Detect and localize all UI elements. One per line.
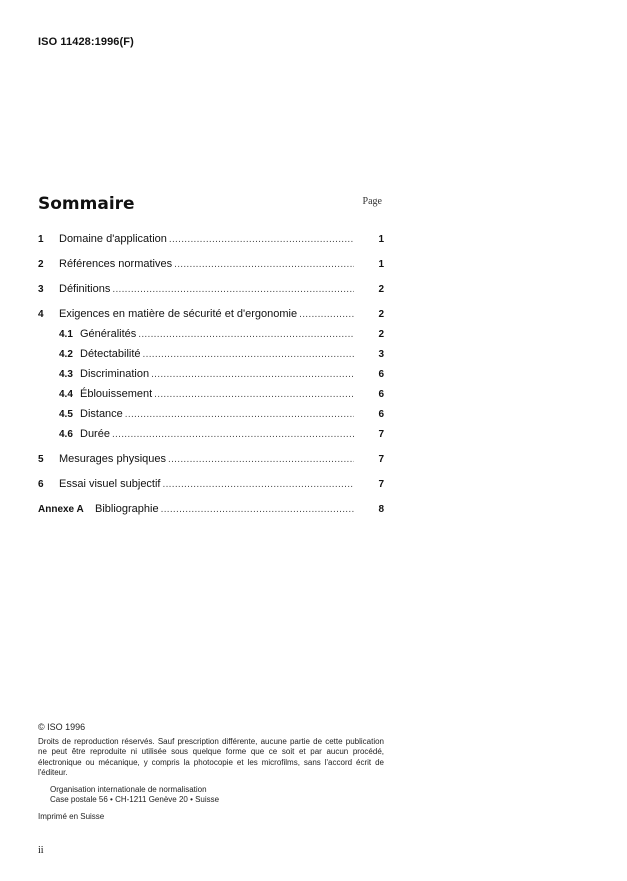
toc-title: Sommaire [38, 194, 135, 214]
copyright-notice [38, 722, 384, 822]
toc-entry-number: 3 [38, 284, 44, 295]
toc-entry-number: 4 [38, 309, 44, 320]
toc-entry-page: 7 [378, 454, 384, 465]
dot-leader [112, 282, 354, 298]
toc-entry-number: 4.4 [59, 389, 73, 400]
toc-entry-title: Détectabilité [80, 348, 141, 360]
toc-entry-number: 6 [38, 479, 44, 490]
page-number: ii [38, 845, 44, 856]
toc-entry-number: 4.6 [59, 429, 73, 440]
publisher-name: Organisation internationale de normalisation [50, 784, 207, 794]
document-code: ISO 11428:1996(F) [38, 36, 134, 48]
toc-entry-number: 4.2 [59, 349, 73, 360]
copyright-year: © ISO 1996 [38, 722, 86, 732]
toc-entry-title: Durée [80, 428, 110, 440]
toc-entry-page: 6 [378, 389, 384, 400]
toc-entry-4[interactable] [38, 306, 384, 322]
toc-entry-page: 2 [378, 284, 384, 295]
toc-entry-page: 6 [378, 369, 384, 380]
toc-entry-5[interactable] [38, 451, 384, 467]
toc-entry-title: Bibliographie [95, 503, 159, 515]
toc-entry-2[interactable] [38, 256, 384, 272]
dot-leader [299, 307, 354, 323]
toc-entry-4-3[interactable] [38, 366, 384, 382]
toc-entry-4-1[interactable] [38, 326, 384, 342]
toc-entry-title: Essai visuel subjectif [59, 478, 161, 490]
dot-leader [168, 452, 354, 468]
toc-entry-page: 1 [378, 234, 384, 245]
toc-entry-1[interactable] [38, 231, 384, 247]
toc-entry-page: 7 [378, 479, 384, 490]
dot-leader [151, 367, 354, 383]
toc-entry-page: 2 [378, 329, 384, 340]
toc-entry-number: 4.3 [59, 369, 73, 380]
dot-leader [143, 347, 354, 363]
toc-entry-number: Annexe A [38, 504, 84, 515]
copyright-body: Droits de reproduction réservés. Sauf prescription différente, aucune partie de cette publication ne peut être reproduite ni utilisée sous quelque forme que ce soit et par aucun procédé, électronique ou mécanique, y compris la photocopie et les microfilms, sans l'accord écrit de l'éditeur. [38, 736, 384, 777]
dot-leader [125, 407, 354, 423]
toc-entry-page: 1 [378, 259, 384, 270]
dot-leader [169, 232, 354, 248]
publisher-address [50, 785, 384, 806]
dot-leader [174, 257, 354, 273]
dot-leader [112, 427, 354, 443]
dot-leader [161, 502, 354, 518]
toc-entry-6[interactable] [38, 476, 384, 492]
toc-entry-4-5[interactable] [38, 406, 384, 422]
toc-entry-4-2[interactable] [38, 346, 384, 362]
toc-entry-page: 7 [378, 429, 384, 440]
toc-entry-number: 1 [38, 234, 44, 245]
toc-entry-annex-a[interactable] [38, 501, 384, 517]
table-of-contents [38, 231, 384, 517]
toc-entry-number: 4.1 [59, 329, 73, 340]
toc-entry-page: 3 [378, 349, 384, 360]
toc-entry-4-6[interactable] [38, 426, 384, 442]
toc-entry-page: 6 [378, 409, 384, 420]
toc-entry-title: Distance [80, 408, 123, 420]
toc-entry-page: 2 [378, 309, 384, 320]
toc-entry-title: Exigences en matière de sécurité et d'ergonomie [59, 308, 298, 320]
toc-entry-4-4[interactable] [38, 386, 384, 402]
toc-entry-title: Mesurages physiques [59, 453, 167, 465]
toc-entry-title: Références normatives [59, 258, 173, 270]
dot-leader [154, 387, 354, 403]
toc-entry-title: Généralités [80, 328, 137, 340]
dot-leader [138, 327, 354, 343]
toc-entry-number: 2 [38, 259, 44, 270]
toc-entry-title: Domaine d'application [59, 233, 167, 245]
toc-entry-page: 8 [378, 504, 384, 515]
dot-leader [163, 477, 355, 493]
toc-entry-3[interactable] [38, 281, 384, 297]
toc-entry-title: Discrimination [80, 368, 150, 380]
publisher-postal: Case postale 56 • CH-1211 Genève 20 • Suisse [50, 795, 220, 804]
toc-entry-title: Définitions [59, 283, 111, 295]
printed-in: Imprimé en Suisse [38, 811, 105, 821]
page-column-label: Page [362, 196, 382, 207]
toc-entry-number: 4.5 [59, 409, 73, 420]
toc-entry-number: 5 [38, 454, 44, 465]
toc-entry-title: Éblouissement [80, 388, 153, 400]
